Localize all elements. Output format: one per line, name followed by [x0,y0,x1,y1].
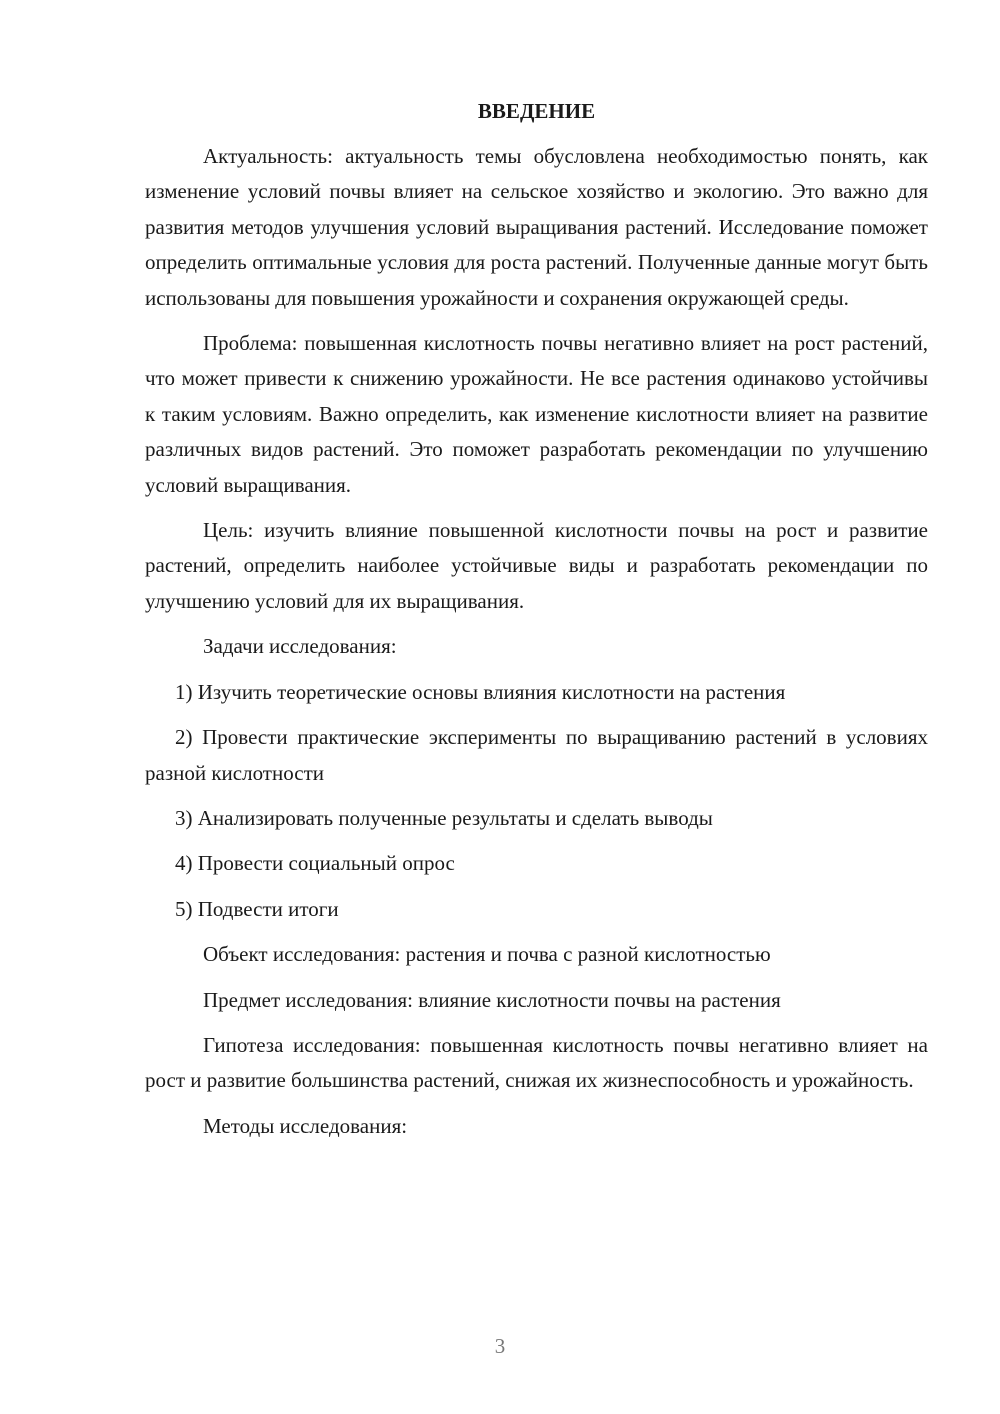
document-page [145,96,928,1154]
task-item-1: 1) Изучить теоретические основы влияния кислотности на растения [175,679,786,704]
methods-heading: Методы исследования: [203,1113,408,1138]
paragraph-subject: Предмет исследования: влияние кислотности почвы на растения [203,987,781,1012]
paragraph-object: Объект исследования: растения и почва с разной кислотностью [203,942,771,967]
tasks-heading: Задачи исследования: [203,634,397,659]
task-item-3: 3) Анализировать полученные результаты и сделать выводы [175,805,713,830]
paragraph-goal: Цель: изучить влияние повышенной кислотности почвы на рост и развитие растений, определить наиболее устойчивые виды и разработать рекомендации по улучшению условий для их выращивания. [145,518,928,613]
task-item-4: 4) Провести социальный опрос [175,851,455,876]
task-item-2: 2) Провести практические эксперименты по выращиванию растений в условиях разной кислотности [145,725,928,785]
paragraph-hypothesis: Гипотеза исследования: повышенная кислотность почвы негативно влияет на рост и развитие большинства растений, снижая их жизнеспособность и урожайность. [145,1032,928,1093]
page-number: 3 [494,1334,506,1358]
paragraph-problem: Проблема: повышенная кислотность почвы негативно влияет на рост растений, что может привести к снижению урожайности. Не все растения одинаково устойчивы к таким условиям. Важно определить, как изменение кислотности влияет на развитие различных видов растений. Это поможет разработать рекомендации по улучшению условий выращивания. [145,331,928,497]
task-item-5: 5) Подвести итоги [175,896,339,921]
page-title: ВВЕДЕНИЕ [477,99,596,123]
paragraph-relevance: Актуальность: актуальность темы обусловлена необходимостью понять, как изменение условий почвы влияет на сельское хозяйство и экологию. Это важно для развития методов улучшения условий выращивания растений. Исследование поможет определить оптимальные условия для роста растений. Полученные данные могут быть использованы для повышения урожайности и сохранения окружающей среды. [145,144,928,310]
